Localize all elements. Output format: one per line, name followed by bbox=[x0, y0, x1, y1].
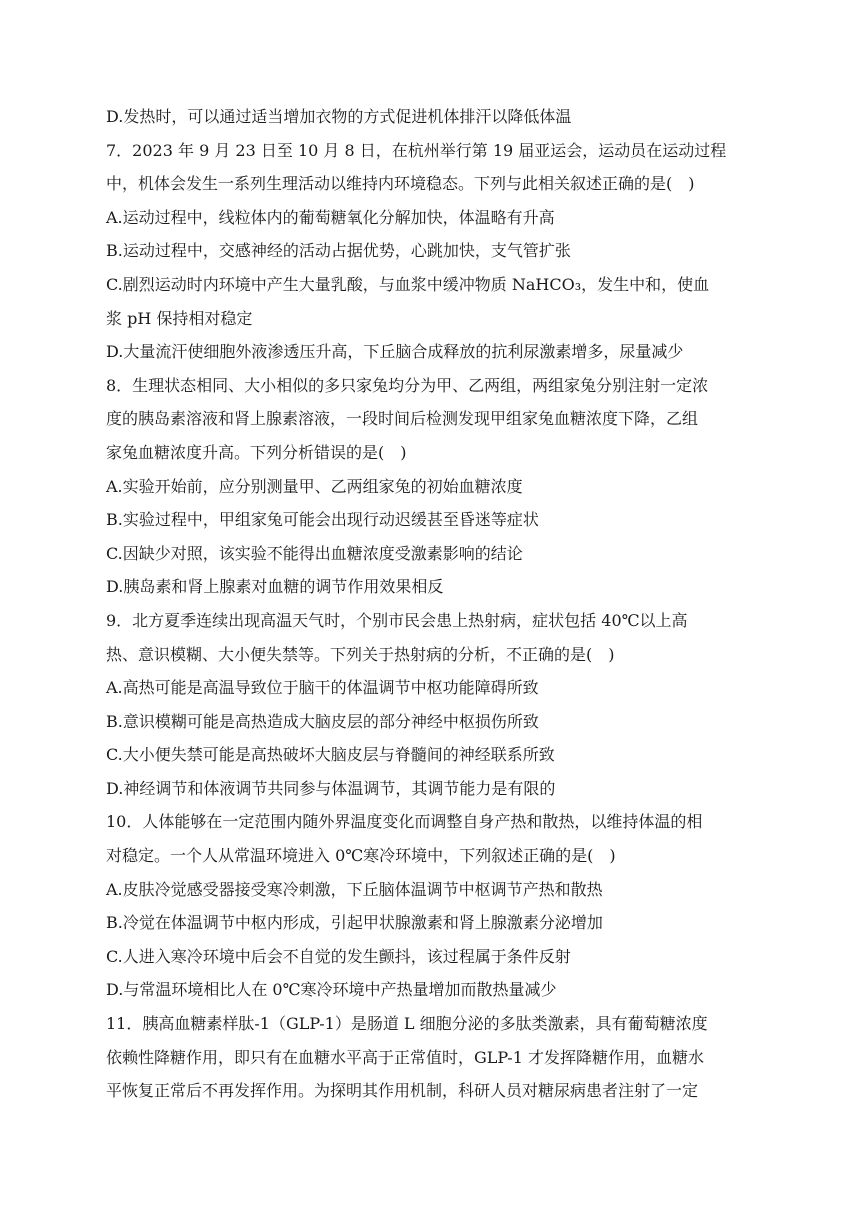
q7-option-a: A.运动过程中，线粒体内的葡萄糖氧化分解加快，体温略有升高 bbox=[106, 207, 555, 227]
q10-stem-line-1: 10．人体能够在一定范围内随外界温度变化而调整自身产热和散热，以维持体温的相 bbox=[106, 812, 703, 832]
q9-option-d: D.神经调节和体液调节共同参与体温调节，其调节能力是有限的 bbox=[106, 778, 556, 798]
q10-option-d: D.与常温环境相比人在 0℃寒冷环境中产热量增加而散热量减少 bbox=[106, 980, 557, 1000]
q7-stem-line-1: 7．2023 年 9 月 23 日至 10 月 8 日，在杭州举行第 19 届亚运会，运动员在运动过程 bbox=[106, 140, 727, 160]
q7-stem-line-2: 中，机体会发生一系列生理活动以维持内环境稳态。下列与此相关叙述正确的是( ) bbox=[106, 174, 695, 194]
q10-option-b: B.冷觉在体温调节中枢内形成，引起甲状腺激素和肾上腺激素分泌增加 bbox=[106, 913, 603, 933]
q10-option-c: C.人进入寒冷环境中后会不自觉的发生颤抖，该过程属于条件反射 bbox=[106, 946, 571, 966]
q8-option-b: B.实验过程中，甲组家兔可能会出现行动迟缓甚至昏迷等症状 bbox=[106, 510, 539, 530]
q11-stem-line-3: 平恢复正常后不再发挥作用。为探明其作用机制，科研人员对糖尿病患者注射了一定 bbox=[106, 1081, 699, 1101]
q7-option-c-line-2: 浆 pH 保持相对稳定 bbox=[106, 308, 253, 328]
q8-option-d: D.胰岛素和肾上腺素对血糖的调节作用效果相反 bbox=[106, 577, 444, 597]
q9-stem-line-2: 热、意识模糊、大小便失禁等。下列关于热射病的分析，不正确的是( ) bbox=[106, 644, 615, 664]
q8-option-a: A.实验开始前，应分别测量甲、乙两组家兔的初始血糖浓度 bbox=[106, 476, 523, 496]
q9-stem-line-1: 9．北方夏季连续出现高温天气时，个别市民会患上热射病，症状包括 40℃以上高 bbox=[106, 610, 688, 630]
q8-stem-line-2: 度的胰岛素溶液和肾上腺素溶液，一段时间后检测发现甲组家兔血糖浓度下降，乙组 bbox=[106, 409, 699, 429]
question-text-body bbox=[106, 100, 756, 1108]
q6-option-d: D.发热时，可以通过适当增加衣物的方式促进机体排汗以降低体温 bbox=[106, 107, 572, 126]
q8-stem-line-1: 8．生理状态相同、大小相似的多只家兔均分为甲、乙两组，两组家兔分别注射一定浓 bbox=[106, 375, 709, 395]
q9-option-c: C.大小便失禁可能是高热破坏大脑皮层与脊髓间的神经联系所致 bbox=[106, 745, 555, 765]
q8-stem-line-3: 家兔血糖浓度升高。下列分析错误的是( ) bbox=[106, 442, 407, 462]
q10-stem-line-2: 对稳定。一个人从常温环境进入 0℃寒冷环境中，下列叙述正确的是( ) bbox=[106, 846, 616, 866]
q11-stem-line-2: 依赖性降糖作用，即只有在血糖水平高于正常值时，GLP-1 才发挥降糖作用，血糖水 bbox=[106, 1047, 704, 1067]
q9-option-b: B.意识模糊可能是高热造成大脑皮层的部分神经中枢损伤所致 bbox=[106, 711, 539, 731]
q11-stem-line-1: 11．胰高血糖素样肽-1（GLP-1）是肠道 L 细胞分泌的多肽类激素，具有葡萄糖浓度 bbox=[106, 1014, 708, 1034]
q9-option-a: A.高热可能是高温导致位于脑干的体温调节中枢功能障碍所致 bbox=[106, 678, 539, 698]
q7-option-d: D.大量流汗使细胞外液渗透压升高，下丘脑合成释放的抗利尿激素增多，尿量减少 bbox=[106, 342, 684, 362]
q7-option-b: B.运动过程中，交感神经的活动占据优势，心跳加快，支气管扩张 bbox=[106, 241, 571, 261]
q7-option-c-line-1: C.剧烈运动时内环境中产生大量乳酸，与血浆中缓冲物质 NaHCO₃，发生中和，使血 bbox=[106, 274, 710, 294]
q8-option-c: C.因缺少对照，该实验不能得出血糖浓度受激素影响的结论 bbox=[106, 543, 523, 563]
q10-option-a: A.皮肤冷觉感受器接受寒冷刺激，下丘脑体温调节中枢调节产热和散热 bbox=[106, 879, 603, 899]
